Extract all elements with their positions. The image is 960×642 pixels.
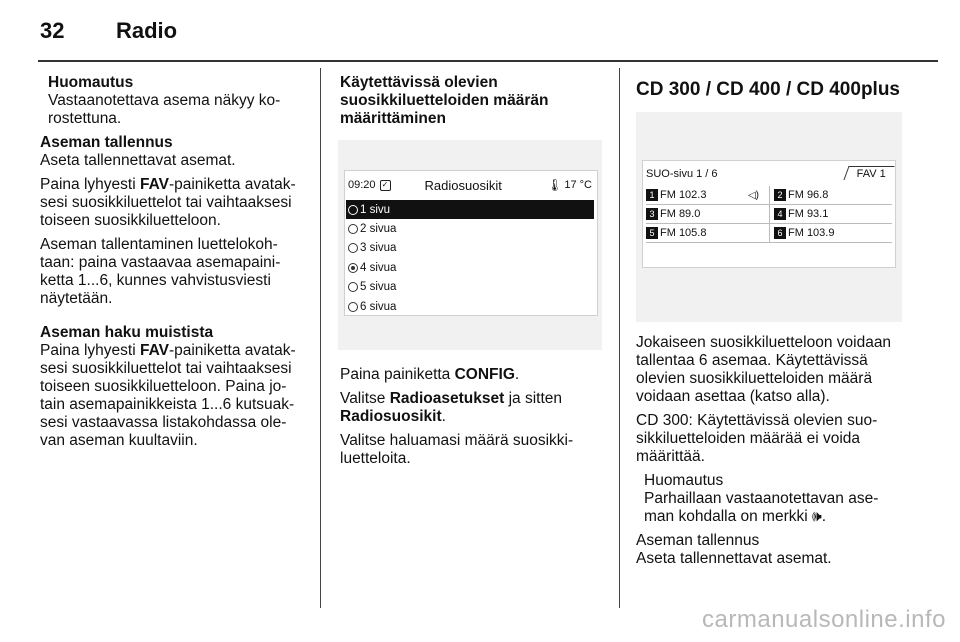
list-item[interactable]: 2 sivua — [346, 219, 594, 238]
paragraph-fav-2: Paina lyhyesti FAV-painiketta avatak-sesi suosikkiluettelot tai vaihtaaksesi toiseen suosikkiluetteloon. Paina jo-tain asemapainikkeista 1...6 kutsuak-sesi vastaavassa listakohdassa ole-van aseman kuultaviin. — [40, 342, 296, 449]
preset-button[interactable]: 2 FM 96.8 — [769, 186, 892, 204]
column-1 — [40, 74, 306, 456]
preset-row — [646, 186, 892, 205]
column-3-title — [636, 78, 916, 108]
favourites-tab[interactable]: FAV 1 — [843, 166, 894, 180]
save-text: Aseta tallennettavat asemat. — [636, 550, 832, 567]
screen-title: Radiosuosikit — [424, 177, 502, 193]
list-item[interactable]: 5 sivua — [346, 278, 594, 297]
list-item[interactable]: 6 sivua — [346, 297, 594, 316]
section-title: Radio — [116, 18, 178, 43]
column-divider — [619, 68, 620, 608]
list-item[interactable]: 3 sivua — [346, 239, 594, 258]
paragraph-select-count: Valitse haluamasi määrä suosikki-luetteloita. — [340, 432, 574, 467]
page-number: 32 — [40, 18, 65, 43]
column-divider — [320, 68, 321, 608]
radio-favourites-screen — [338, 140, 602, 350]
paragraph-cd300: CD 300: Käytettävissä olevien suo-sikkiluetteloiden määrää ei voida määrittää. — [636, 412, 878, 465]
favourites-count-heading: Käytettävissä olevien suosikkiluetteloiden määrän määrittäminen — [340, 74, 549, 127]
watermark: carmanualsonline.info — [702, 606, 946, 633]
paragraph-select-settings: Valitse Radioasetukset ja sitten Radiosuosikit. — [340, 390, 562, 425]
list-item[interactable]: 1 sivu — [346, 200, 594, 219]
temperature: 17 °C — [564, 179, 592, 191]
preset-row — [646, 224, 892, 243]
preset-button[interactable]: 1 FM 102.3 ◁) — [646, 186, 769, 204]
page-count-list — [346, 200, 594, 316]
preset-button[interactable]: 6 FM 103.9 — [769, 224, 892, 242]
preset-row — [646, 205, 892, 224]
column-2-text — [340, 366, 612, 474]
save-heading: Aseman tallennus — [636, 532, 760, 549]
note-text: Vastaanotettava asema näkyy ko-rostettuna. — [48, 92, 281, 127]
favourites-page-title: SUO-sivu 1 / 6 — [646, 168, 718, 180]
note-title: Huomautus — [644, 472, 724, 489]
speaker-icon: ◁) — [747, 189, 759, 201]
column-3-text — [636, 334, 906, 574]
radio-icon — [348, 205, 358, 215]
speaker-icon: 🕪 — [812, 508, 822, 525]
column-2 — [340, 74, 608, 134]
clock-time: 09:20 — [348, 179, 376, 191]
model-heading: CD 300 / CD 400 / CD 400plus — [636, 79, 900, 100]
save-heading: Aseman tallennus — [40, 134, 173, 151]
recall-heading: Aseman haku muistista — [40, 324, 214, 341]
radio-checked-icon — [348, 263, 358, 273]
screen-header — [646, 166, 894, 184]
radio-icon — [348, 302, 358, 312]
page-header — [40, 18, 177, 50]
preset-button[interactable]: 5 FM 105.8 — [646, 224, 769, 242]
clock-icon: ✓ — [380, 180, 391, 191]
cd-radio-favourites-screen — [636, 112, 902, 322]
radio-icon — [348, 224, 358, 234]
paragraph-config: Paina painiketta CONFIG. — [340, 366, 520, 383]
thermometer-icon: 🌡 — [547, 178, 563, 192]
radio-icon — [348, 282, 358, 292]
list-item[interactable]: 4 sivua — [346, 258, 594, 277]
paragraph-store: Aseman tallentaminen luettelokoh-taan: paina vastaavaa asemapaini-ketta 1...6, kunnes vahvistusviesti näytetään. — [40, 236, 281, 307]
note-title: Huomautus — [48, 74, 134, 91]
radio-icon — [348, 243, 358, 253]
note-box — [636, 472, 906, 526]
status-bar — [344, 174, 598, 196]
note-text: Parhaillaan vastaanotettavan ase-man kohdalla on merkki 🕪. — [644, 490, 879, 525]
paragraph-six-stations: Jokaiseen suosikkiluetteloon voidaan tallentaa 6 asemaa. Käytettävissä olevien suosikkiluetteloiden määrä voidaan asettaa (katso alla). — [636, 334, 892, 405]
save-text: Aseta tallennettavat asemat. — [40, 152, 236, 169]
preset-button[interactable]: 3 FM 89.0 — [646, 205, 769, 223]
note-box — [40, 74, 306, 128]
header-rule — [38, 60, 938, 62]
preset-grid — [646, 186, 892, 243]
paragraph-fav-1: Paina lyhyesti FAV-painiketta avatak-sesi suosikkiluettelot tai vaihtaaksesi toiseen suosikkiluetteloon. — [40, 176, 296, 229]
preset-button[interactable]: 4 FM 93.1 — [769, 205, 892, 223]
